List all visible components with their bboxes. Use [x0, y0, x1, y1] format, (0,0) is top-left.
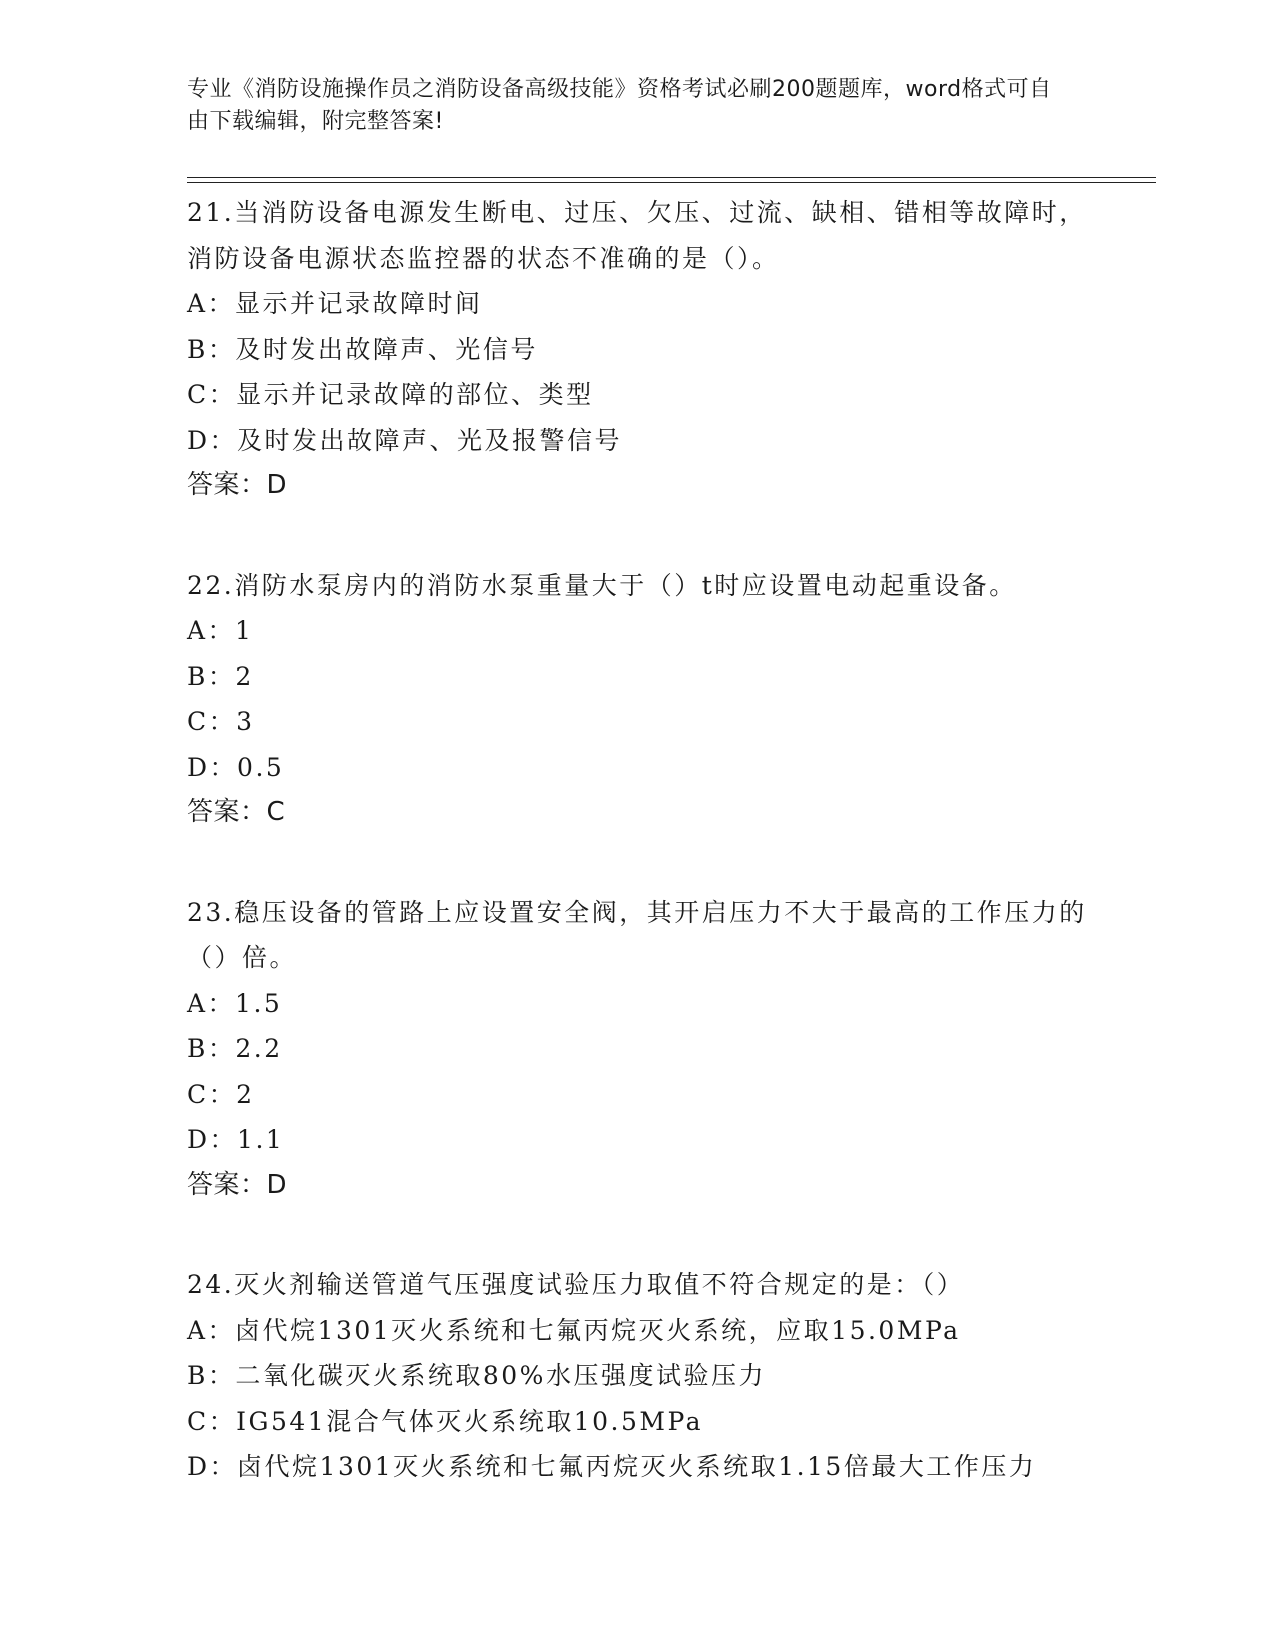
option-c: C：IG541混合气体灭火系统取10.5MPa [187, 1406, 704, 1436]
option-a: A：1 [187, 616, 254, 645]
question-22 [187, 563, 1087, 836]
option-b: B：二氧化碳灭火系统取80%水压强度试验压力 [187, 1361, 766, 1390]
question-24 [187, 1262, 1087, 1490]
question-stem: 21.当消防设备电源发生断电、过压、欠压、过流、缺相、错相等故障时，消防设备电源状态监控器的状态不准确的是（）。 [187, 198, 1087, 273]
option-a: A：1.5 [187, 988, 283, 1018]
option-d: D：0.5 [187, 752, 285, 782]
question-21 [187, 190, 1087, 509]
option-b: B：2.2 [187, 1034, 283, 1063]
question-stem: 24.灭火剂输送管道气压强度试验压力取值不符合规定的是：（） [187, 1270, 965, 1299]
option-d: D：及时发出故障声、光及报警信号 [187, 425, 623, 455]
header-divider-top [187, 177, 1156, 178]
option-c: C：显示并记录故障的部位、类型 [187, 380, 594, 409]
option-c: C：3 [187, 707, 255, 736]
option-a: A：显示并记录故障时间 [187, 289, 483, 318]
answer-key: 答案：C [187, 797, 286, 827]
option-d: D：1.1 [187, 1125, 285, 1154]
question-23 [187, 890, 1087, 1209]
option-a: A：卤代烷1301灭火系统和七氟丙烷灭火系统，应取15.0MPa [187, 1315, 961, 1345]
answer-key: 答案：D [187, 1169, 288, 1200]
question-stem: 22.消防水泵房内的消防水泵重量大于（）t时应设置电动起重设备。 [187, 570, 1017, 600]
answer-key: 答案：D [187, 470, 288, 500]
question-list [187, 190, 1087, 1544]
option-b: B：及时发出故障声、光信号 [187, 334, 538, 364]
option-b: B：2 [187, 661, 254, 691]
option-d: D：卤代烷1301灭火系统和七氟丙烷灭火系统取1.15倍最大工作压力 [187, 1452, 1037, 1481]
option-c: C：2 [187, 1079, 255, 1109]
document-header: 专业《消防设施操作员之消防设备高级技能》资格考试必刷200题题库，word格式可自由下载编辑，附完整答案! [187, 77, 1052, 134]
question-stem: 23.稳压设备的管路上应设置安全阀，其开启压力不大于最高的工作压力的（）倍。 [187, 897, 1087, 972]
header-divider-bottom [187, 182, 1156, 183]
